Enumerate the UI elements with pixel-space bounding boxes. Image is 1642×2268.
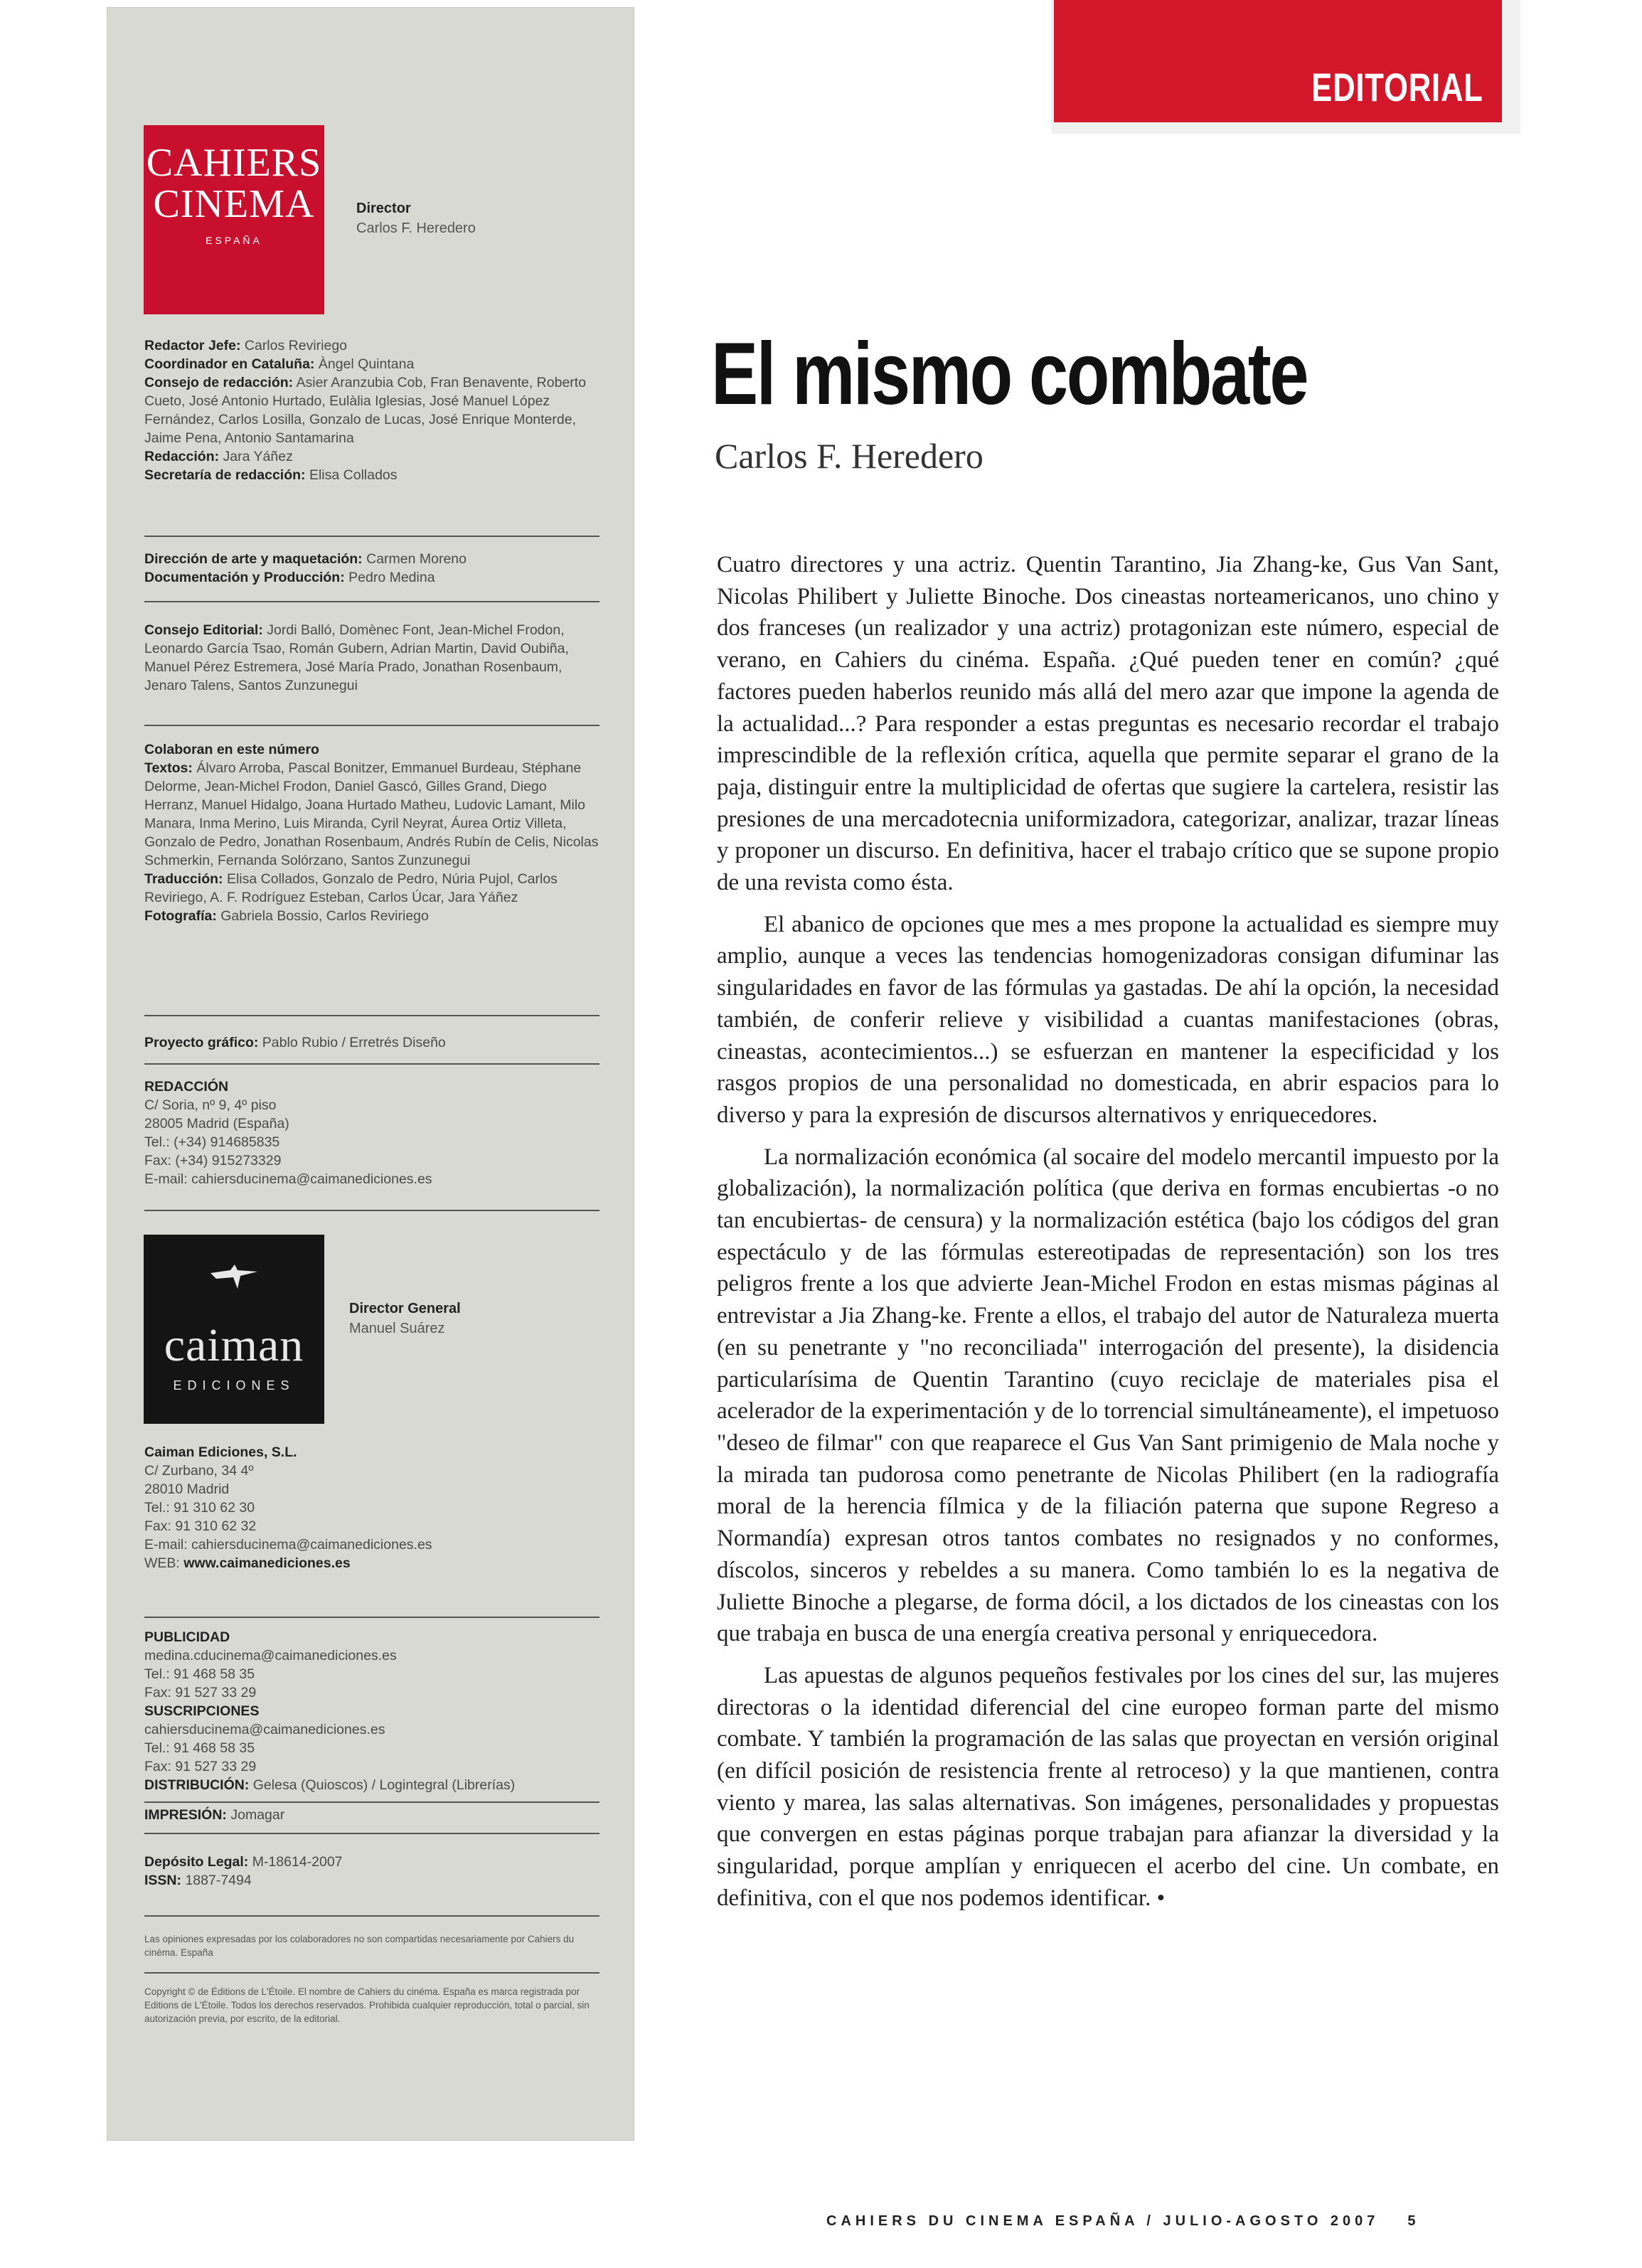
consejo-editorial (144, 621, 599, 695)
redaccion-line: C/ Soria, nº 9, 4º piso (144, 1097, 277, 1113)
web-link[interactable]: www.caimanediciones.es (183, 1555, 351, 1571)
company-web (144, 1554, 599, 1572)
credit-role: Traducción: (144, 871, 223, 887)
director-general-name: Manuel Suárez (349, 1321, 445, 1336)
article-paragraph: La normalización económica (al socaire del modelo mercantil impuesto por la globalización), la normalización política (que deriva en formas encubiertas -o no tan encubiertas- de censura) y la normalización estética (bajo los códigos del gran espectáculo y de las fórmulas estereotipadas de representación) son los tres peligros frente a los que advierte Jean-Michel Frodon en estas mismas páginas al entrevistar a Jia Zhang-ke. Frente a ellos, el trabajo del autor de Naturaleza muerta (en su penetrante y "no reconciliada" interrogación del presente), la disidencia particularísima de Quentin Tarantino (cuyo reciclaje de materiales pisa el acelerador de la experimentación y de lo torrencial simultáneamente), el impetuoso "deseo de filmar" con que reaparece el Gus Van Sant primigenio de Mala noche y la mirada tan pudorosa como penetrante de Nicolas Philibert (en la radiografía moral de la herencia fílmica y de la filiación paterna que supone Regreso a Normandía) expresan otros tantos combates no resignados y no conformes, díscolos, sinceros y rebeldes a su manera. Como también lo es la negativa de Juliette Binoche a plegarse, de forma dócil, a los dictados de los cineastas con los que trabaja en busca de una energía creativa personal y enriquecedora. (717, 1144, 1499, 1647)
credit-names: Carlos Reviriego (244, 338, 348, 353)
divider (144, 536, 599, 537)
redaccion-line: Fax: (+34) 915273329 (144, 1153, 282, 1168)
deposito-legal (144, 1853, 599, 1871)
divider (144, 725, 599, 726)
impresion-section (144, 1806, 599, 1824)
disclaimer: Las opiniones expresadas por los colaboradores no son compartidas necesariamente por Cahiers du cinéma. España (144, 1934, 575, 1958)
company-line: Tel.: 91 310 62 30 (144, 1500, 255, 1516)
cahiers-cinema-logo (144, 125, 324, 314)
divider (144, 1972, 599, 1974)
divider (144, 1801, 599, 1803)
suscripciones-line: Fax: 91 527 33 29 (144, 1759, 257, 1774)
publicidad-line: medina.cducinema@caimanediciones.es (144, 1648, 397, 1663)
company-line: Fax: 91 310 62 32 (144, 1518, 257, 1534)
director-name: Carlos F. Heredero (356, 220, 476, 236)
credit-names: Álvaro Arroba, Pascal Bonitzer, Emmanuel Burdeau, Stéphane Delorme, Jean-Michel Frodon, Daniel Gascó, Gilles Grand, Diego Herranz, Manuel Hidalgo, Joana Hurtado Matheu, Ludovic Lamant, Milo Manara, Inma Merino, Luis Miranda, Cyril Neyrat, Áurea Ortiz Villeta, Gonzalo de Pedro, Jonathan Rosenbaum, Andrés Rubín de Celis, Nicolas Schmerkin, Fernanda Solórzano, Santos Zunzunegui (144, 760, 599, 868)
credit-role: Textos: (144, 760, 193, 776)
ediciones-wordmark: EDICIONES (173, 1378, 295, 1393)
credit-names: 1887-7494 (185, 1873, 252, 1888)
article-title: El mismo combate (711, 325, 1308, 423)
caiman-wordmark: caiman (164, 1319, 304, 1371)
credit-role: Consejo de redacción: (144, 375, 294, 390)
logo-line-3: ESPAÑA (206, 235, 262, 246)
credit-names: Jordi Balló, Domènec Font, Jean-Michel Frodon, Leonardo García Tsao, Román Gubern, Adrian Martin, David Oubiña, Manuel Pérez Estremera, José María Prado, Jonathan Rosenbaum, Jenaro Talens, Santos Zunzunegui (144, 622, 569, 693)
director-general-credit (349, 1299, 461, 1338)
divider (144, 1617, 599, 1618)
credit-names: Pedro Medina (348, 570, 435, 585)
suscripciones-heading: SUSCRIPCIONES (144, 1703, 260, 1719)
credit-names: Elisa Collados (309, 467, 398, 483)
impresion-credit (144, 1806, 599, 1824)
issn (144, 1871, 599, 1890)
caiman-bird-icon (209, 1263, 259, 1292)
credit-names: Elisa Collados, Gonzalo de Pedro, Núria Pujol, Carlos Reviriego, A. F. Rodríguez Esteban, Carlos Úcar, Jara Yáñez (144, 871, 558, 905)
credit-role: IMPRESIÓN: (144, 1807, 227, 1823)
article-body (717, 549, 1499, 1924)
colaboran-credit (144, 907, 599, 925)
publicidad-section (144, 1628, 599, 1794)
credit-role: ISSN: (144, 1873, 182, 1888)
credit-role: Secretaría de redacción: (144, 467, 306, 483)
staff-credit (144, 336, 599, 355)
divider (144, 1063, 599, 1065)
colaboran-credit (144, 759, 599, 870)
proyecto-credit (144, 1033, 599, 1052)
credit-names: M-18614-2007 (252, 1854, 343, 1870)
caiman-ediciones-logo (144, 1235, 324, 1424)
staff-credits (144, 336, 599, 484)
director-general-role: Director General (349, 1301, 461, 1316)
footer-publication: CAHIERS DU CINEMA ESPAÑA / JULIO-AGOSTO 2007 (826, 2213, 1380, 2229)
credit-role: Dirección de arte y maquetación: (144, 551, 363, 567)
suscripciones-line: Tel.: 91 468 58 35 (144, 1740, 255, 1756)
credit-names: Gelesa (Quioscos) / Logintegral (Librerías) (252, 1777, 516, 1793)
page-number: 5 (1407, 2213, 1420, 2229)
credit-role: Fotografía: (144, 908, 217, 924)
credit-role: Documentación y Producción: (144, 570, 345, 585)
proyecto-grafico (144, 1033, 599, 1052)
company-section (144, 1443, 599, 1572)
staff-credit (144, 355, 599, 373)
company-email: E-mail: cahiersducinema@caimanediciones.es (144, 1537, 432, 1553)
company-heading: Caiman Ediciones, S.L. (144, 1444, 297, 1460)
legal-section (144, 1853, 599, 1890)
colaboran-section (144, 740, 599, 925)
art-credit (144, 568, 599, 587)
consejo-credit (144, 621, 599, 695)
redaccion-line: 28005 Madrid (España) (144, 1116, 289, 1132)
art-credits (144, 550, 599, 587)
section-tab-label: EDITORIAL (1311, 65, 1483, 110)
credit-role: Consejo Editorial: (144, 622, 263, 638)
distribucion-credit (144, 1776, 599, 1794)
credit-role: Proyecto gráfico: (144, 1035, 259, 1050)
credit-names: Jomagar (230, 1807, 285, 1823)
suscripciones-line: cahiersducinema@caimanediciones.es (144, 1722, 385, 1737)
divider (144, 1915, 599, 1917)
staff-credit (144, 373, 599, 447)
page-footer (826, 2213, 1420, 2230)
credit-names: Asier Aranzubia Cob, Fran Benavente, Roberto Cueto, José Antonio Hurtado, Eulàlia Iglesias, José Manuel López Fernández, Carlos Losilla, Gonzalo de Lucas, José Enrique Monterde, Jaime Pena, Antonio Santamarina (144, 375, 587, 446)
director-role: Director (356, 201, 411, 216)
copyright-notice: Copyright © de Éditions de L'Étoile. El nombre de Cahiers du cinéma. España es marca registrada por Editions de L'Étoile. Todos los derechos reservados. Prohibida cualquier reproducción, total o parcial, sin autorización previa, por escrito, de la editorial. (144, 1986, 590, 2024)
credit-names: Carmen Moreno (366, 551, 467, 567)
divider (144, 1210, 599, 1211)
credit-names: Jara Yáñez (223, 449, 293, 464)
publicidad-heading: PUBLICIDAD (144, 1629, 230, 1645)
credit-role: Coordinador en Cataluña: (144, 356, 315, 372)
redaccion-line: Tel.: (+34) 914685835 (144, 1134, 280, 1150)
credit-role: Depósito Legal: (144, 1854, 249, 1870)
staff-credit (144, 466, 599, 484)
credit-names: Pablo Rubio / Erretrés Diseño (262, 1035, 446, 1050)
logo-line-1: CAHIERS (146, 141, 322, 185)
divider (144, 1015, 599, 1016)
publicidad-line: Tel.: 91 468 58 35 (144, 1666, 255, 1682)
redaccion-section (144, 1077, 599, 1188)
logo-line-2: CINEMA (153, 182, 315, 226)
staff-credit (144, 447, 599, 466)
company-line: 28010 Madrid (144, 1481, 230, 1497)
art-credit (144, 550, 599, 568)
article-paragraph: Las apuestas de algunos pequeños festivales por los cines del sur, las mujeres directoras o la identidad diferencial del cine europeo forman parte del mismo combate. Y también la programación de las salas que proyectan en versión original (en difícil posición de resistencia frente al retroceso) y la que mantienen, contra viento y marea, las salas alternativas. Son imágenes, personalidades y propuestas que convergen en estas páginas porque trabajan para afianzar la diversidad y la singularidad, porque amplían y enriquecen el acerbo del cine. Un combate, en definitiva, con el que nos podemos identificar. • (717, 1662, 1499, 1911)
masthead-column (107, 7, 634, 2141)
article-author: Carlos F. Heredero (715, 436, 983, 476)
divider (144, 601, 599, 602)
credit-names: Àngel Quintana (318, 356, 415, 372)
publicidad-line: Fax: 91 527 33 29 (144, 1685, 257, 1700)
company-line: C/ Zurbano, 34 4º (144, 1463, 254, 1479)
web-label: WEB: (144, 1555, 180, 1571)
credit-role: Redactor Jefe: (144, 338, 241, 353)
colaboran-credit (144, 870, 599, 907)
redaccion-heading: REDACCIÓN (144, 1079, 229, 1095)
divider (144, 1833, 599, 1834)
redaccion-email: E-mail: cahiersducinema@caimanediciones.es (144, 1171, 432, 1187)
article-paragraph: Cuatro directores y una actriz. Quentin Tarantino, Jia Zhang-ke, Gus Van Sant, Nicolas Philibert y Juliette Binoche. Dos cineastas norteamericanos, uno chino y dos franceses (un realizador y una actriz) protagonizan este número, especial de verano, en Cahiers du cinéma. España. ¿Qué pueden tener en común? ¿qué factores pueden haberlos reunido más allá del mero azar que impone la agenda de la actualidad...? Para responder a estas preguntas es necesario recordar el trabajo imprescindible de la reflexión crítica, aquella que permite separar el grano de la paja, distinguir entre la multiplicidad de ofertas que sugiere la cartelera, resistir las presiones de una mercadotecnia uniformizadora, categorizar, analizar, trazar líneas y proponer un discurso. En definitiva, hacer el trabajo crítico que se supone propio de una revista como ésta. (717, 552, 1499, 896)
director-credit (356, 198, 476, 238)
credit-names: Gabriela Bossio, Carlos Reviriego (220, 908, 429, 924)
section-tab (1051, 0, 1520, 134)
article-paragraph: El abanico de opciones que mes a mes propone la actualidad es siempre muy amplio, aunque a veces las tendencias homogenizadoras consigan difuminar las singularidades en favor de las fórmulas ya gastadas. De ahí la opción, la necesidad también, de conferir relieve y visibilidad a cuantas manifestaciones (obras, cineastas, acontecimientos...) se esfuerzan en mantener la especificidad y los rasgos propios de una personalidad no domesticada, en abrir espacios para lo diverso y para la expresión de discursos alternativos y enriquecedores. (717, 911, 1499, 1128)
colaboran-heading: Colaboran en este número (144, 742, 319, 757)
credit-role: Redacción: (144, 449, 220, 464)
credit-role: DISTRIBUCIÓN: (144, 1777, 250, 1793)
